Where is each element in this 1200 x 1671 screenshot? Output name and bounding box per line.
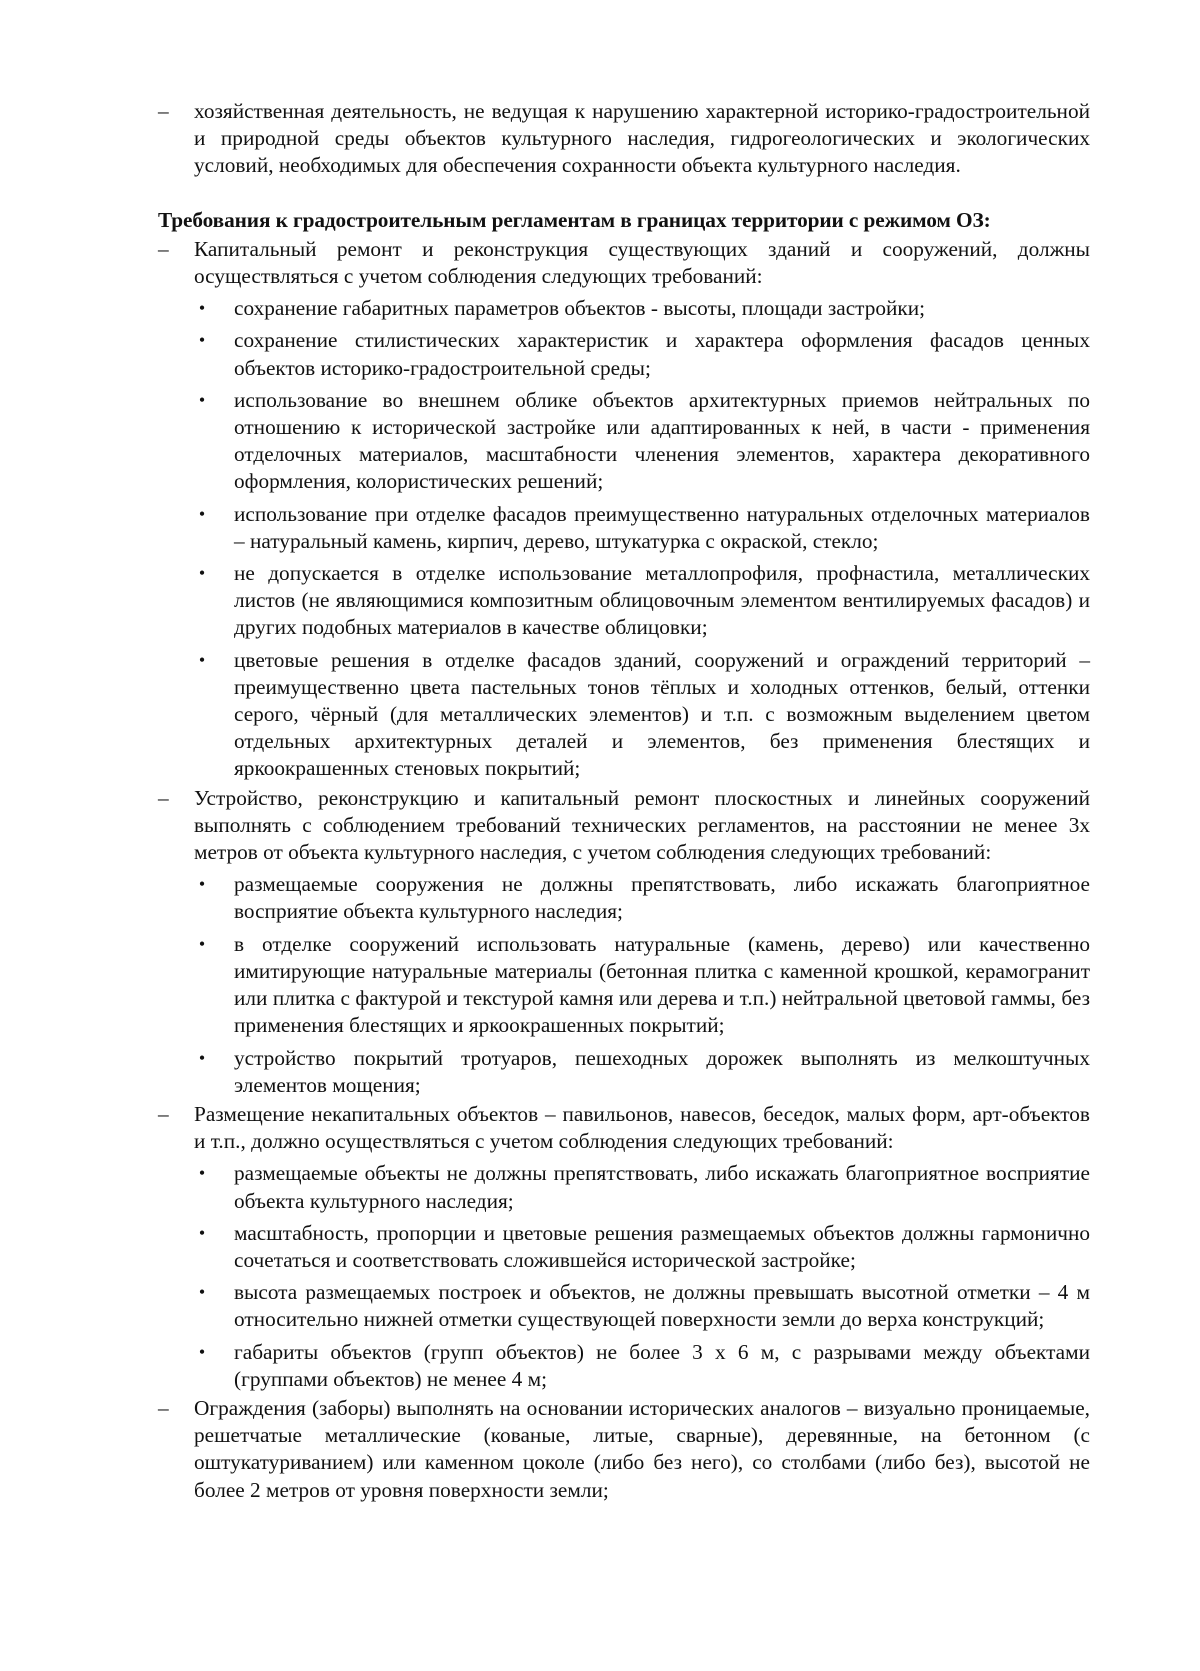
bullet-list-item — [158, 501, 1090, 555]
bullet-marker: • — [198, 563, 206, 584]
bullet-text: высота размещаемых построек и объектов, не должны превышать высотной отметки – 4 м относительно нижней отметки существующей поверхности земли до верха конструкций; — [234, 1280, 1090, 1332]
bullet-text: в отделке сооружений использовать натуральные (камень, дерево) или качественно имитирующие натуральные материалы (бетонная плитка с каменной крошкой, керамогранит или плитка с фактурой и текстурой камня или дерева и т.п.) нейтральной цветовой гаммы, без применения блестящих и яркоокрашенных покрытий; — [234, 931, 1090, 1038]
requirement-text: Устройство, реконструкцию и капитальный ремонт плоскостных и линейных сооружений выполнять с соблюдением требований технических регламентов, на расстоянии не менее 3х метров от объекта культурного наследия, с учетом соблюдения следующих требований: — [194, 785, 1090, 865]
dash-list-item — [158, 1395, 1090, 1504]
requirement-text: Капитальный ремонт и реконструкция существующих зданий и сооружений, должны осуществляться с учетом соблюдения следующих требований: — [194, 236, 1090, 289]
dash-list-item — [158, 785, 1090, 867]
requirement-block — [158, 1395, 1090, 1504]
dash-marker: – — [158, 785, 169, 810]
requirement-block — [158, 236, 1090, 783]
bullet-text: использование во внешнем облике объектов архитектурных приемов нейтральных по отношению к исторической застройке или адаптированных к ней, в части - применения отделочных материалов, масштабности членения элементов, характера декоративного оформления, колористических решений; — [234, 387, 1090, 494]
dash-marker: – — [158, 99, 169, 123]
bullet-text: сохранение стилистических характеристик и характера оформления фасадов ценных объектов историко-градостроительной среды; — [234, 328, 1090, 380]
bullet-text: использование при отделке фасадов преимущественно натуральных отделочных материалов – натуральный камень, кирпич, дерево, штукатурка с окраской, стекло; — [234, 501, 1090, 553]
bullet-marker: • — [198, 1282, 206, 1303]
bullet-marker: • — [198, 1163, 206, 1184]
bullet-text: габариты объектов (групп объектов) не более 3 х 6 м, с разрывами между объектами (группами объектов) не менее 4 м; — [234, 1339, 1090, 1391]
bullet-text: устройство покрытий тротуаров, пешеходных дорожек выполнять из мелкоштучных элементов мощения; — [234, 1045, 1090, 1097]
dash-list-item — [158, 236, 1090, 290]
bullet-list-item — [158, 387, 1090, 496]
bullet-marker: • — [198, 298, 206, 319]
bullet-marker: • — [198, 503, 206, 524]
bullet-text: сохранение габаритных параметров объектов - высоты, площади застройки; — [234, 296, 926, 321]
bullet-marker: • — [198, 330, 206, 351]
bullet-marker: • — [198, 1341, 206, 1362]
bullet-marker: • — [198, 874, 206, 895]
bullet-marker: • — [198, 649, 206, 670]
bullet-marker: • — [198, 389, 206, 410]
bullet-text: размещаемые сооружения не должны препятствовать, либо искажать благоприятное восприятие объекта культурного наследия; — [234, 872, 1090, 924]
bullet-marker: • — [198, 1222, 206, 1243]
bullet-list-item — [158, 1339, 1090, 1393]
bullet-list-item — [158, 1220, 1090, 1274]
requirement-block — [158, 1101, 1090, 1393]
dash-marker: – — [158, 1395, 169, 1420]
requirement-text: Ограждения (заборы) выполнять на основании исторических аналогов – визуально проницаемые, решетчатые металлические (кованые, литые, сварные), деревянные, на бетонном (с оштукатуриванием) или каменном цоколе (либо без него), со столбами (либо без), высотой не более 2 метров от уровня поверхности земли; — [194, 1395, 1090, 1502]
bullet-list-item — [158, 647, 1090, 783]
bullet-list-item — [158, 295, 1090, 322]
bullet-list-item — [158, 1279, 1090, 1333]
bullet-marker: • — [198, 1047, 206, 1068]
bullet-list-item — [158, 327, 1090, 381]
bullet-list-item — [158, 871, 1090, 925]
document-body — [158, 98, 1090, 1504]
dash-marker: – — [158, 236, 169, 261]
bullet-list-item — [158, 1045, 1090, 1099]
intro-item-text: хозяйственная деятельность, не ведущая к нарушению характерной историко-градостроительной и природной среды объектов культурного наследия, гидрогеологических и экологических условий, необходимых для обеспечения сохранности объекта культурного наследия. — [194, 99, 1090, 178]
bullet-marker: • — [198, 933, 206, 954]
bullet-list-item — [158, 1160, 1090, 1214]
bullet-list-item — [158, 931, 1090, 1040]
dash-marker: – — [158, 1101, 169, 1126]
intro-list-item — [158, 98, 1090, 180]
dash-list-item — [158, 1101, 1090, 1155]
requirement-text: Размещение некапитальных объектов – павильонов, навесов, беседок, малых форм, арт-объектов и т.п., должно осуществляться с учетом соблюдения следующих требований: — [194, 1101, 1090, 1154]
bullet-text: размещаемые объекты не должны препятствовать, либо искажать благоприятное восприятие объекта культурного наследия; — [234, 1161, 1090, 1213]
bullet-list-item — [158, 560, 1090, 642]
section-heading: Требования к градостроительным регламентам в границах территории с режимом ОЗ: — [158, 207, 991, 232]
bullet-text: цветовые решения в отделке фасадов зданий, сооружений и ограждений территорий – преимущественно цвета пастельных тонов тёплых и холодных оттенков, белый, оттенки серого, чёрный (для металлических элементов) и т.п. с возможным выделением цветом отдельных архитектурных деталей и элементов, без применения блестящих и яркоокрашенных стеновых покрытий; — [234, 647, 1090, 781]
bullet-text: не допускается в отделке использование металлопрофиля, профнастила, металлических листов (не являющимися композитным облицовочным элементом вентилируемых фасадов) и других подобных материалов в качестве облицовки; — [234, 561, 1090, 640]
bullet-text: масштабность, пропорции и цветовые решения размещаемых объектов должны гармонично сочетаться и соответствовать сложившейся исторической застройке; — [234, 1220, 1090, 1272]
requirement-block — [158, 785, 1090, 1099]
